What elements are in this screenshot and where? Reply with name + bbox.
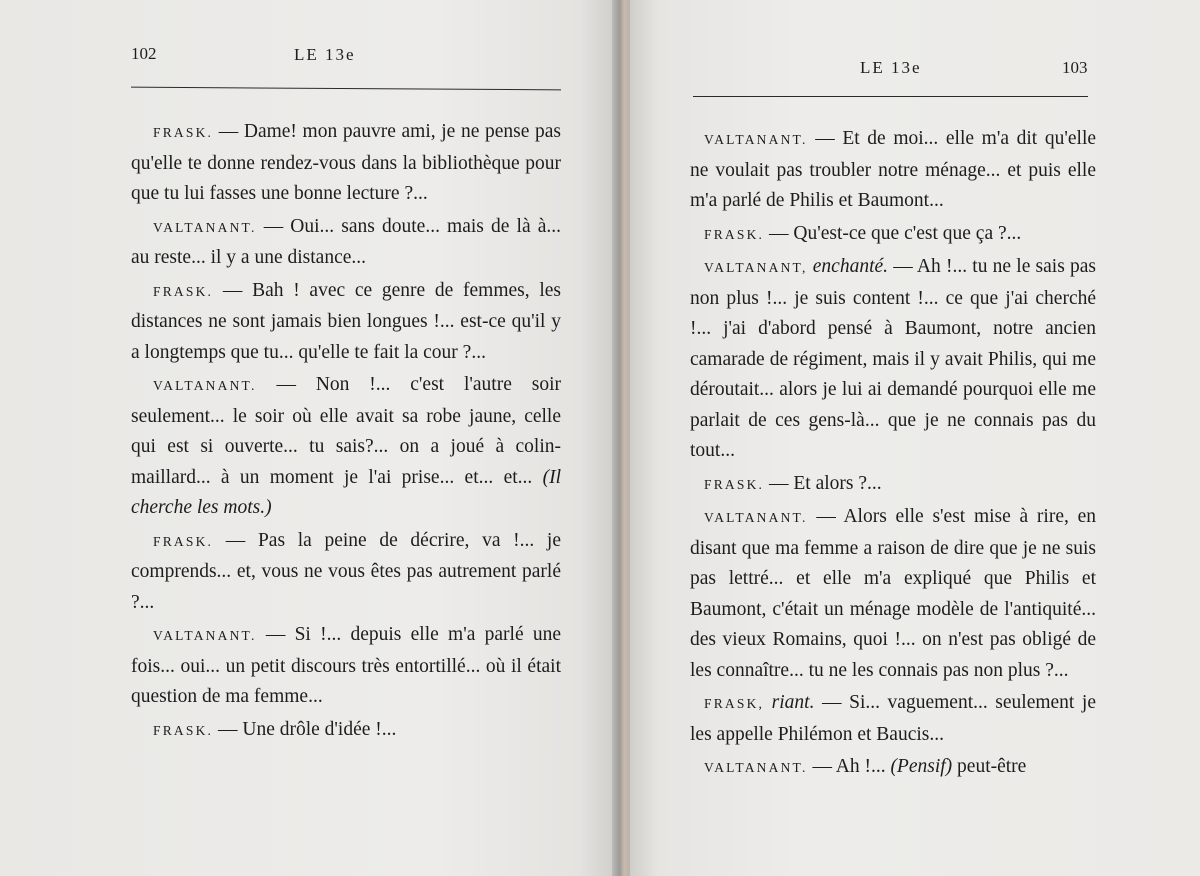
dialogue-paragraph: VALTANANT. — Si !... depuis elle m'a parlé une fois... oui... un petit discours très entortillé... où il était question de ma femme... bbox=[131, 624, 562, 707]
speaker-name: VALTANANT. bbox=[153, 219, 257, 235]
dialogue-paragraph: VALTANANT, enchanté. — Ah !... tu ne le sais pas non plus !... je suis content !... ce que j'ai cherché !... j'ai d'abord pensé à Baumont, notre ancien camarade de régiment, mais il y avait Philis, qui me déroutait... alors je lui ai demandé pourquoi elle me parlait de ces gens-là... que je ne connais pas du tout... bbox=[690, 256, 1097, 461]
dialogue-paragraph: VALTANANT. — Non !... c'est l'autre soir seulement... le soir où elle avait sa robe jaune, celle qui est si ouverte... tu sais?... on a joué à colin-maillard... à un moment je l'ai prise... et... et... (Il cherche les mots.) bbox=[131, 374, 561, 518]
stage-direction: riant. bbox=[771, 692, 815, 713]
dialogue-paragraph: FRASK. — Qu'est-ce que c'est que ça ?... bbox=[704, 222, 1022, 244]
stage-direction: enchanté. bbox=[812, 256, 889, 277]
dialogue-paragraph: FRASK, riant. — Si... vaguement... seulement je les appelle Philémon et Baucis... bbox=[690, 692, 1096, 745]
dialogue-paragraph: VALTANANT. — Alors elle s'est mise à rire, en disant que ma femme a raison de dire que je ne suis pas lettré... et elle m'a expliqué que Philis et Baumont, c'était un ménage modèle de l'antiquité... des vieux Romains, quoi !... on n'est pas obligé de les connaître... tu ne les connais pas non plus ?... bbox=[690, 506, 1096, 681]
right-page-text bbox=[690, 124, 1096, 784]
speaker-name: FRASK. bbox=[153, 533, 214, 549]
speaker-name: FRASK, bbox=[704, 696, 765, 711]
header-rule bbox=[693, 96, 1088, 97]
dialogue-paragraph: VALTANANT. — Et de moi... elle m'a dit qu'elle ne voulait pas troubler notre ménage... et puis elle m'a parlé de Philis et Baumont... bbox=[690, 128, 1097, 211]
speaker-name: FRASK. bbox=[704, 226, 765, 242]
speaker-name: FRASK. bbox=[704, 476, 765, 492]
left-page-text bbox=[131, 117, 561, 746]
right-page bbox=[630, 0, 1200, 876]
dialogue-paragraph: FRASK. — Une drôle d'idée !... bbox=[153, 718, 397, 740]
speaker-name: FRASK. bbox=[153, 722, 214, 738]
speaker-name: FRASK. bbox=[153, 125, 214, 140]
page-number: 102 bbox=[131, 44, 157, 63]
dialogue-paragraph: FRASK. — Et alors ?... bbox=[704, 472, 882, 494]
dialogue-paragraph: VALTANANT. — Ah !... (Pensif) peut-être bbox=[704, 756, 1027, 777]
header-rule bbox=[131, 87, 561, 91]
page-number: 103 bbox=[1062, 58, 1088, 77]
dialogue-paragraph: FRASK. — Pas la peine de décrire, va !... je comprends... et, vous ne vous êtes pas autrement parlé ?... bbox=[131, 529, 562, 613]
stage-direction: (Il cherche les mots.) bbox=[131, 466, 561, 518]
speaker-name: VALTANANT, bbox=[704, 260, 808, 275]
running-head: LE 13e bbox=[860, 58, 922, 77]
dialogue-paragraph: FRASK. — Dame! mon pauvre ami, je ne pense pas qu'elle te donne rendez-vous dans la bibliothèque pour que tu lui fasses une bonne lecture ?... bbox=[131, 121, 561, 204]
speaker-name: FRASK. bbox=[153, 283, 214, 299]
speaker-name: VALTANANT. bbox=[153, 378, 257, 393]
stage-direction: (Pensif) bbox=[890, 756, 953, 777]
speaker-name: VALTANANT. bbox=[704, 510, 808, 525]
speaker-name: VALTANANT. bbox=[704, 760, 808, 775]
speaker-name: VALTANANT. bbox=[704, 132, 808, 147]
dialogue-paragraph: VALTANANT. — Oui... sans doute... mais de là à... au reste... il y a une distance... bbox=[131, 215, 561, 268]
speaker-name: VALTANANT. bbox=[153, 628, 257, 643]
dialogue-paragraph: FRASK. — Bah ! avec ce genre de femmes, les distances ne sont jamais bien longues !... est-ce qu'il y a longtemps que tu... qu'elle te fait la cour ?... bbox=[131, 279, 562, 363]
running-head: LE 13e bbox=[294, 45, 356, 64]
